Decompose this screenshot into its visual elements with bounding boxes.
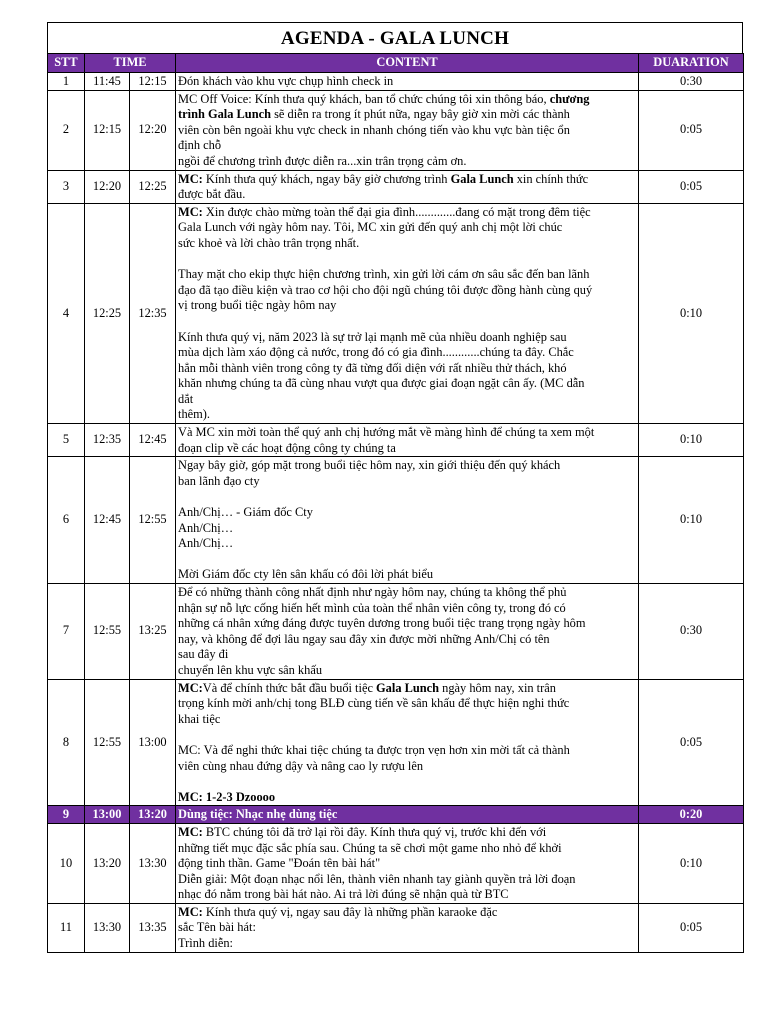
row-stt: 10 [48,823,85,903]
content-text: vị trong buổi tiệc ngày hôm nay [178,298,337,313]
content-line [178,283,636,299]
agenda-body [48,73,744,953]
content-line [178,298,636,314]
row-start-time: 12:55 [85,679,130,806]
content-line [178,790,636,806]
content-text: khai tiệc [178,711,221,726]
content-text: Kính thưa quý vị, năm 2023 là sự trở lại mạnh mẽ của nhiều doanh nghiệp sau [178,329,567,344]
content-text: hẳn mỗi thành viên trong công ty đã từng đối diện với rất nhiều thử thách, khó [178,360,567,375]
row-start-time: 13:30 [85,903,130,952]
content-text: trọng kính mời anh/chị tong BLĐ cùng tiến về sân khấu để thực hiện nghi thức [178,696,570,711]
content-line [178,474,636,490]
row-stt: 5 [48,424,85,457]
content-line [178,345,636,361]
content-line [178,172,636,188]
row-duration: 0:05 [639,903,744,952]
content-line [178,712,636,728]
content-text: Đón khách vào khu vực chụp hình check in [178,74,394,88]
row-end-time: 12:20 [130,90,176,170]
agenda-row [48,90,744,170]
content-text: nay, và không để đợi lâu ngay sau đây xin được mời những Anh/Chị có tên [178,631,550,646]
content-text: đạo đã tạo điều kiện và trao cơ hội cho đội ngũ chúng tôi được đồng hành cùng quý [178,282,593,297]
row-duration: 0:10 [639,457,744,584]
row-stt: 9 [48,806,85,824]
row-duration: 0:05 [639,679,744,806]
content-text: Kính thưa quý khách, ngay bây giờ chương trình [202,171,451,186]
content-text: những tiết mục đặc sắc phía sau. Chúng ta sẽ chơi một game nho nhỏ để khởi [178,840,562,855]
content-text: Để có những thành công nhất định như ngày hôm nay, chúng ta không thể phủ [178,585,567,599]
row-content [176,457,639,584]
header-content: CONTENT [176,54,639,73]
agenda-row [48,806,744,824]
content-text: nhận sự nỗ lực cống hiến hết mình của toàn thể nhân viên công ty, trong đó có [178,600,566,615]
content-text: động tinh thần. Game "Đoán tên bài hát" [178,856,381,871]
agenda-row [48,584,744,680]
row-end-time: 12:25 [130,170,176,203]
row-start-time: 13:20 [85,823,130,903]
content-line [178,759,636,775]
content-line [178,92,636,108]
row-content [176,584,639,680]
row-stt: 11 [48,903,85,952]
content-text: Anh/Chị… [178,536,234,551]
content-line [178,841,636,857]
row-stt: 4 [48,203,85,423]
content-line [178,236,636,252]
row-stt: 3 [48,170,85,203]
row-stt: 2 [48,90,85,170]
row-start-time: 12:20 [85,170,130,203]
content-bold-text: MC: [178,680,203,695]
content-line [178,536,636,552]
content-text: sắc Tên bài hát: [178,920,256,935]
content-line [178,856,636,872]
content-bold-text: MC: [178,904,203,919]
content-line [178,521,636,537]
content-line [178,74,636,90]
content-text: ban lãnh đạo cty [178,473,260,488]
row-duration: 0:30 [639,584,744,680]
content-text: thêm). [178,407,211,422]
content-line [178,138,636,154]
content-line [178,601,636,617]
row-end-time: 13:35 [130,903,176,952]
content-line [178,441,636,457]
content-line [178,392,636,408]
content-text: mùa dịch làm xáo động cả nước, trong đó có gia đình............chúng ta đây. Chắc [178,345,574,360]
row-end-time: 12:35 [130,203,176,423]
content-line [178,220,636,236]
agenda-row [48,203,744,423]
content-text: viên còn bên ngoài khu vực check in nhanh chóng tiến vào khu vực bàn tiệc ổn [178,122,570,137]
row-duration: 0:20 [639,806,744,824]
content-text: viên cùng nhau đứng dậy và nâng cao ly rượu lên [178,758,424,773]
content-text: sức khoẻ và lời chào trân trọng nhất. [178,235,360,250]
content-text: Thay mặt cho ekip thực hiện chương trình, xin gửi lời cám ơn sâu sắc đến ban lãnh [178,267,590,282]
content-line [178,647,636,663]
row-content [176,170,639,203]
row-start-time: 12:15 [85,90,130,170]
content-text: xin chính thức [513,171,589,186]
content-bold-text: Gala Lunch [376,680,440,695]
content-line [178,425,636,441]
row-duration: 0:10 [639,823,744,903]
content-text: Xin được chào mừng toàn thể đại gia đình.............đang có mặt trong đêm tiệc [202,204,591,219]
row-end-time: 12:45 [130,424,176,457]
row-end-time: 13:20 [130,806,176,824]
content-text: Diễn giải: Một đoạn nhạc nổi lên, thành viên nhanh tay giành quyền trả lời đoạn [178,871,576,886]
row-content [176,424,639,457]
content-line [178,361,636,377]
content-line [178,267,636,283]
row-duration: 0:05 [639,170,744,203]
agenda-row [48,170,744,203]
row-start-time: 12:35 [85,424,130,457]
content-line [178,205,636,221]
header-stt: STT [48,54,85,73]
content-text: sẽ diễn ra trong ít phút nữa, ngay bây giờ xin mời các thành [270,107,570,122]
row-content [176,203,639,423]
row-content [176,806,639,824]
agenda-row [48,424,744,457]
content-line [178,872,636,888]
content-text: Anh/Chị… - Giám đốc Cty [178,505,313,520]
row-end-time: 13:25 [130,584,176,680]
content-line [178,567,636,583]
content-line [178,552,636,568]
content-text: Mời Giám đốc cty lên sân khấu có đôi lời phát biểu [178,567,434,582]
row-duration: 0:10 [639,424,744,457]
content-text: những cá nhân xứng đáng được tuyên dương trong buổi tiệc trang trọng ngày hôm [178,616,586,631]
content-bold-text: trình Gala Lunch [178,107,271,122]
agenda-row [48,679,744,806]
content-line [178,314,636,330]
agenda-row [48,903,744,952]
content-bold-text: MC: [178,204,203,219]
content-text: ngày hôm nay, xin trân [439,680,556,695]
content-text: Và MC xin mời toàn thể quý anh chị hướng mắt về màng hình để chúng ta xem một [178,425,595,440]
content-text: đoạn clip về các hoạt động công ty chúng ta [178,440,396,455]
row-start-time: 12:55 [85,584,130,680]
content-line [178,727,636,743]
content-bold-text: MC: [178,824,203,839]
row-content [176,679,639,806]
content-line [178,696,636,712]
content-text: chuyển lên khu vực sân khấu [178,662,323,677]
content-line [178,920,636,936]
content-bold-text: chương [549,91,590,106]
row-stt: 7 [48,584,85,680]
content-text: Kính thưa quý vị, ngay sau đây là những phần karaoke đặc [202,904,498,919]
content-line [178,681,636,697]
content-line [178,489,636,505]
content-line [178,252,636,268]
row-end-time: 13:30 [130,823,176,903]
agenda-sheet [47,22,743,953]
row-end-time: 12:55 [130,457,176,584]
content-text: dắt [178,391,194,406]
content-line [178,905,636,921]
header-duration: DUARATION [639,54,744,73]
content-text: MC Off Voice: Kính thưa quý khách, ban tổ chức chúng tôi xin thông báo, [178,91,550,106]
agenda-row [48,457,744,584]
content-line [178,330,636,346]
row-duration: 0:05 [639,90,744,170]
content-line [178,154,636,170]
content-line [178,107,636,123]
content-line [178,616,636,632]
content-text: được bắt đầu. [178,187,246,202]
content-line [178,825,636,841]
content-text: Và để chính thức bắt đầu buổi tiệc [202,680,377,695]
content-line [178,187,636,203]
row-start-time: 13:00 [85,806,130,824]
content-line [178,376,636,392]
content-line [178,407,636,423]
agenda-row [48,823,744,903]
content-bold-text: Gala Lunch [450,171,514,186]
content-text: BTC chúng tôi đã trở lại rồi đây. Kính thưa quý vị, trước khi đến với [202,824,547,839]
row-content [176,90,639,170]
row-content [176,823,639,903]
row-content [176,903,639,952]
content-bold-text: MC: 1-2-3 Dzoooo [178,789,276,804]
content-line [178,663,636,679]
content-line [178,505,636,521]
row-start-time: 12:45 [85,457,130,584]
header-row [48,54,744,73]
row-stt: 8 [48,679,85,806]
content-line [178,743,636,759]
content-text: ngồi để chương trình được diễn ra...xin trân trọng cảm ơn. [178,153,467,168]
content-text: khăn nhưng chúng ta đã cùng nhau vượt qua được giai đoạn ngặt cân ấy. (MC dẫn [178,376,585,391]
content-text: định chỗ [178,138,222,153]
content-bold-text: MC: [178,171,203,186]
content-line [178,807,636,823]
row-duration: 0:30 [639,73,744,91]
row-end-time: 13:00 [130,679,176,806]
row-start-time: 11:45 [85,73,130,91]
row-duration: 0:10 [639,203,744,423]
agenda-row [48,73,744,91]
content-text: Ngay bây giờ, góp mặt trong buổi tiệc hôm nay, xin giới thiệu đến quý khách [178,458,561,473]
agenda-table [47,53,744,953]
content-text: sau đây đi [178,647,229,662]
row-end-time: 12:15 [130,73,176,91]
content-line [178,585,636,601]
content-text: Anh/Chị… [178,520,234,535]
header-time: TIME [85,54,176,73]
row-content [176,73,639,91]
content-text: Trình diễn: [178,936,233,951]
content-line [178,936,636,952]
content-text: nhạc đó nằm trong bài hát nào. Ai trả lời đúng sẽ nhận quà từ BTC [178,887,509,902]
row-start-time: 12:25 [85,203,130,423]
row-stt: 6 [48,457,85,584]
page-title: AGENDA - GALA LUNCH [47,22,743,53]
content-line [178,887,636,903]
content-text: MC: Và để nghi thức khai tiệc chúng ta được trọn vẹn hơn xin mời tất cả thành [178,742,570,757]
row-stt: 1 [48,73,85,91]
content-line [178,458,636,474]
content-line [178,123,636,139]
content-text: Gala Lunch với ngày hôm nay. Tôi, MC xin gửi đến quý anh chị một lời chúc [178,220,563,235]
content-line [178,632,636,648]
content-line [178,774,636,790]
content-bold-text: Dùng tiệc: Nhạc nhẹ dùng tiệc [178,807,338,822]
